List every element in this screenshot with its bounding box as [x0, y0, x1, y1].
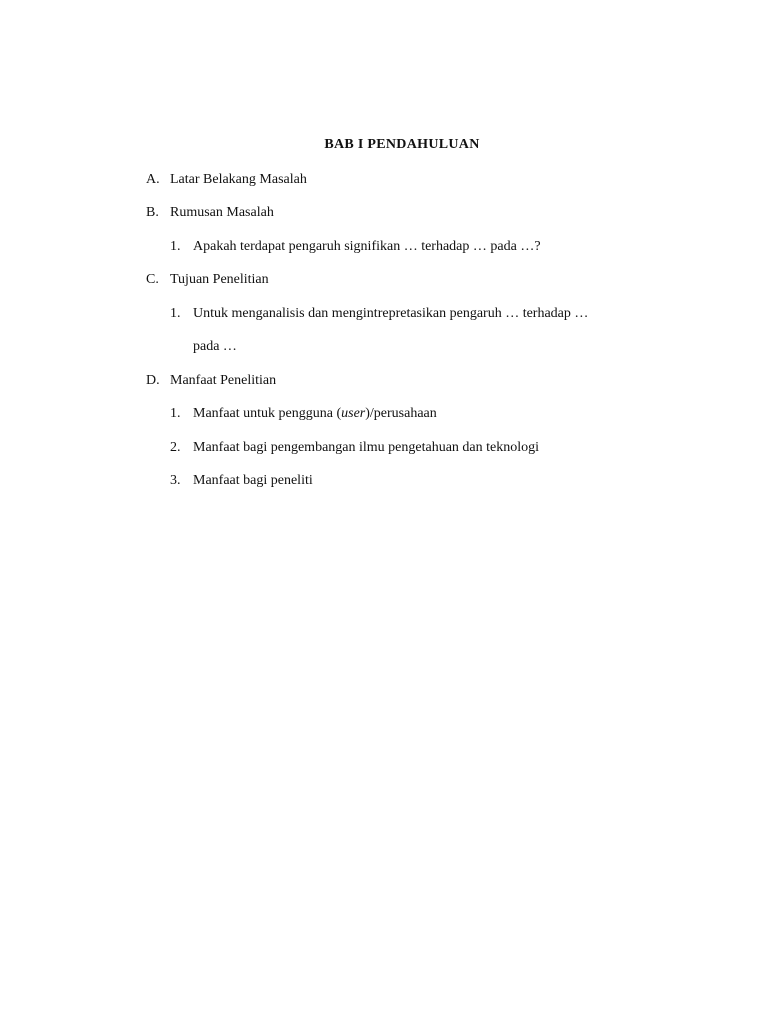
item-marker: 2. [170, 440, 181, 455]
item-marker: 1. [170, 306, 181, 321]
item-text: Manfaat bagi pengembangan ilmu pengetahuan dan teknologi [193, 440, 540, 455]
section-heading: Manfaat Penelitian [170, 373, 277, 388]
section-marker: B. [146, 205, 159, 220]
item-text [193, 404, 437, 424]
item-marker: 1. [170, 239, 181, 254]
item-text: Manfaat bagi peneliti [193, 473, 313, 488]
item-text-after: )/perusahaan [365, 406, 437, 421]
item-text-italic: user [341, 406, 366, 421]
item-text-continuation: pada … [193, 339, 237, 354]
item-marker: 1. [170, 406, 181, 421]
item-text: Apakah terdapat pengaruh signifikan … terhadap … pada …? [193, 239, 541, 254]
section-heading: Tujuan Penelitian [170, 272, 269, 287]
section-marker: D. [146, 373, 160, 388]
section-marker: A. [146, 172, 160, 187]
chapter-title: BAB I PENDAHULUAN [324, 137, 480, 152]
item-marker: 3. [170, 473, 181, 488]
item-text-before: Manfaat untuk pengguna ( [193, 406, 342, 421]
item-text: Untuk menganalisis dan mengintrepretasikan pengaruh … terhadap … [193, 306, 589, 321]
section-marker: C. [146, 272, 159, 287]
section-heading: Rumusan Masalah [170, 205, 274, 220]
section-heading: Latar Belakang Masalah [170, 172, 307, 187]
